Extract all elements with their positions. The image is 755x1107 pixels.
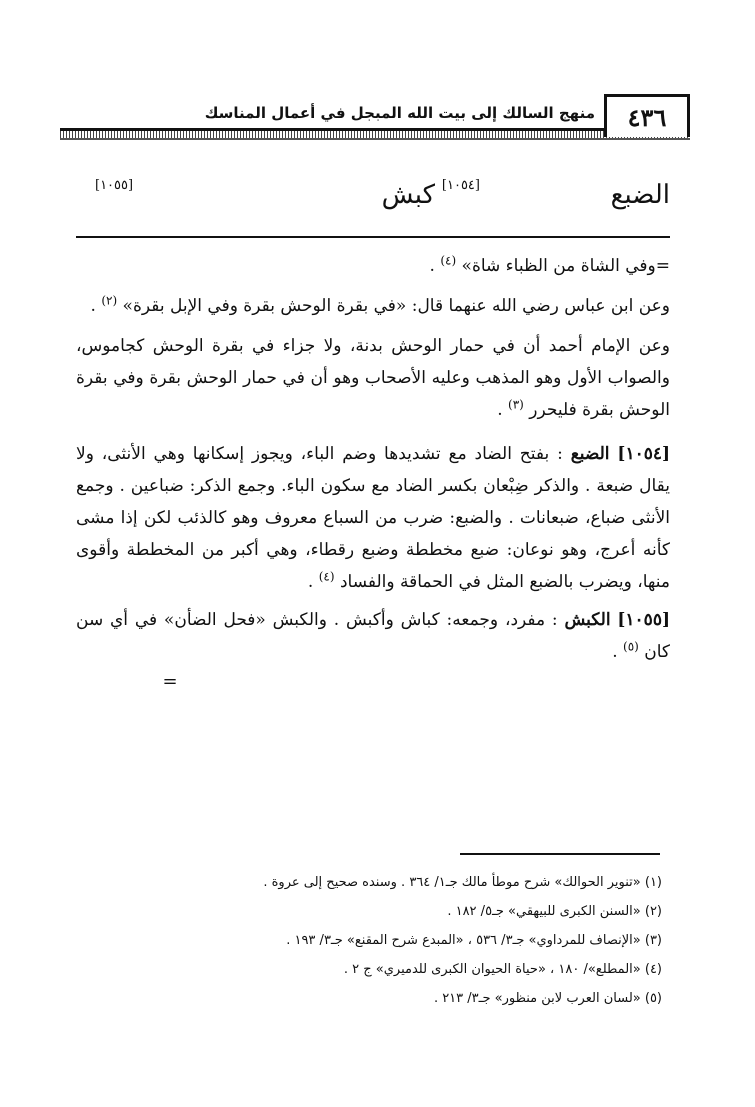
entry-1055-text: : مفرد، وجمعه: كباش وأكبش . والكبش «فحل الضأن» في أي سن كان: [76, 610, 670, 662]
catchword-number-1054: [١٠٥٤]: [441, 178, 480, 193]
entry-1054-text: : بفتح الضاد مع تشديدها وضم الباء، ويجوز إسكانها وهي الأنثى، ولا يقال ضبعة . والذكر ضِبْعان بكسر الضاد مع سكون الباء. وجمع الذكر: ضباعين . وجمع الأنثى ضباع، ضبعانات . والضبع: ضرب من السباع معروف وهو كالذئب لكن إذا مشى كأنه أعرج، وهو نوعان: ضبع مخططة وضبع رقطاء، وهي أكبر من المخططة وأقوى منها، ويضرب بالضبع المثل في الحماقة والفساد: [76, 444, 670, 592]
entry-1055-end: .: [612, 642, 623, 662]
paragraph-3-end: .: [497, 400, 509, 420]
footnote-ref: (٤): [440, 253, 457, 268]
catchword-number-1055: [١٠٥٥]: [95, 178, 134, 193]
footnote-2: (٢) «السنن الكبرى للبيهقي» جـ٥/ ١٨٢ .: [447, 904, 662, 919]
paragraph-2-text: وعن ابن عباس رضي الله عنهما قال: «في بقرة الوحش بقرة وفي الإبل بقرة»: [122, 296, 670, 316]
footnote-4: (٤) «المطلع»/ ١٨٠ ، «حياة الحيوان الكبرى للدميري» ج ٢ .: [343, 962, 662, 977]
catchword-dabu: الضبع: [610, 180, 670, 210]
footnote-ref: (٤): [318, 569, 335, 584]
page-number: ٤٣٦: [604, 94, 690, 137]
header-rule-thin: [60, 138, 690, 140]
footnote-3: (٣) «الإنصاف للمرداوي» جـ٣/ ٥٣٦ ، «المبدع شرح المقنع» جـ٣/ ١٩٣ .: [286, 933, 662, 948]
footnote-5: (٥) «لسان العرب لابن منظور» جـ٣/ ٢١٣ .: [433, 991, 662, 1006]
catchwords-rule: [76, 236, 670, 238]
paragraph-1: [76, 250, 670, 282]
paragraph-3-text: وعن الإمام أحمد أن في حمار الوحش بدنة، ولا جزاء في بقرة الوحش كجاموس، والصواب الأول وهو المذهب وعليه الأصحاب وهو أن في حمار الوحش بقرة وفي بقرة الوحش بقرة فليحرر: [76, 336, 670, 420]
footnotes: [150, 868, 662, 1013]
entry-1055: [76, 604, 670, 668]
paragraph-3: [76, 330, 670, 426]
entry-headword: الضبع: [570, 444, 610, 464]
running-title: منهج السالك إلى بيت الله المبجل في أعمال المناسك: [204, 104, 595, 122]
footnote-1: (١) «تنوير الحوالك» شرح موطأ مالك جـ١/ ٣٦٤ . وسنده صحيح إلى عروة .: [263, 875, 662, 890]
continuation-mark: =: [162, 671, 178, 692]
main-text: [76, 250, 670, 690]
entry-1054: [76, 438, 670, 598]
running-header: [60, 92, 690, 152]
footnote-ref: (٣): [508, 397, 524, 412]
footnote-ref: (٢): [101, 293, 118, 308]
entry-1054-end: .: [307, 572, 319, 592]
paragraph-1-text: =وفي الشاة من الظباء شاة»: [461, 256, 670, 276]
footnote-rule: [460, 853, 660, 855]
catchwords-line: [95, 178, 670, 218]
entry-headword: الكبش: [564, 610, 611, 630]
paragraph-1-end: .: [429, 256, 441, 276]
header-rule: [60, 128, 690, 138]
paragraph-2-end: .: [90, 296, 102, 316]
footnote-ref: (٥): [623, 639, 639, 654]
catchword-kabsh: كبش: [381, 180, 435, 210]
entry-number: [١٠٥٤]: [617, 444, 671, 464]
entry-number: [١٠٥٥]: [617, 610, 670, 630]
paragraph-2: [76, 290, 670, 322]
